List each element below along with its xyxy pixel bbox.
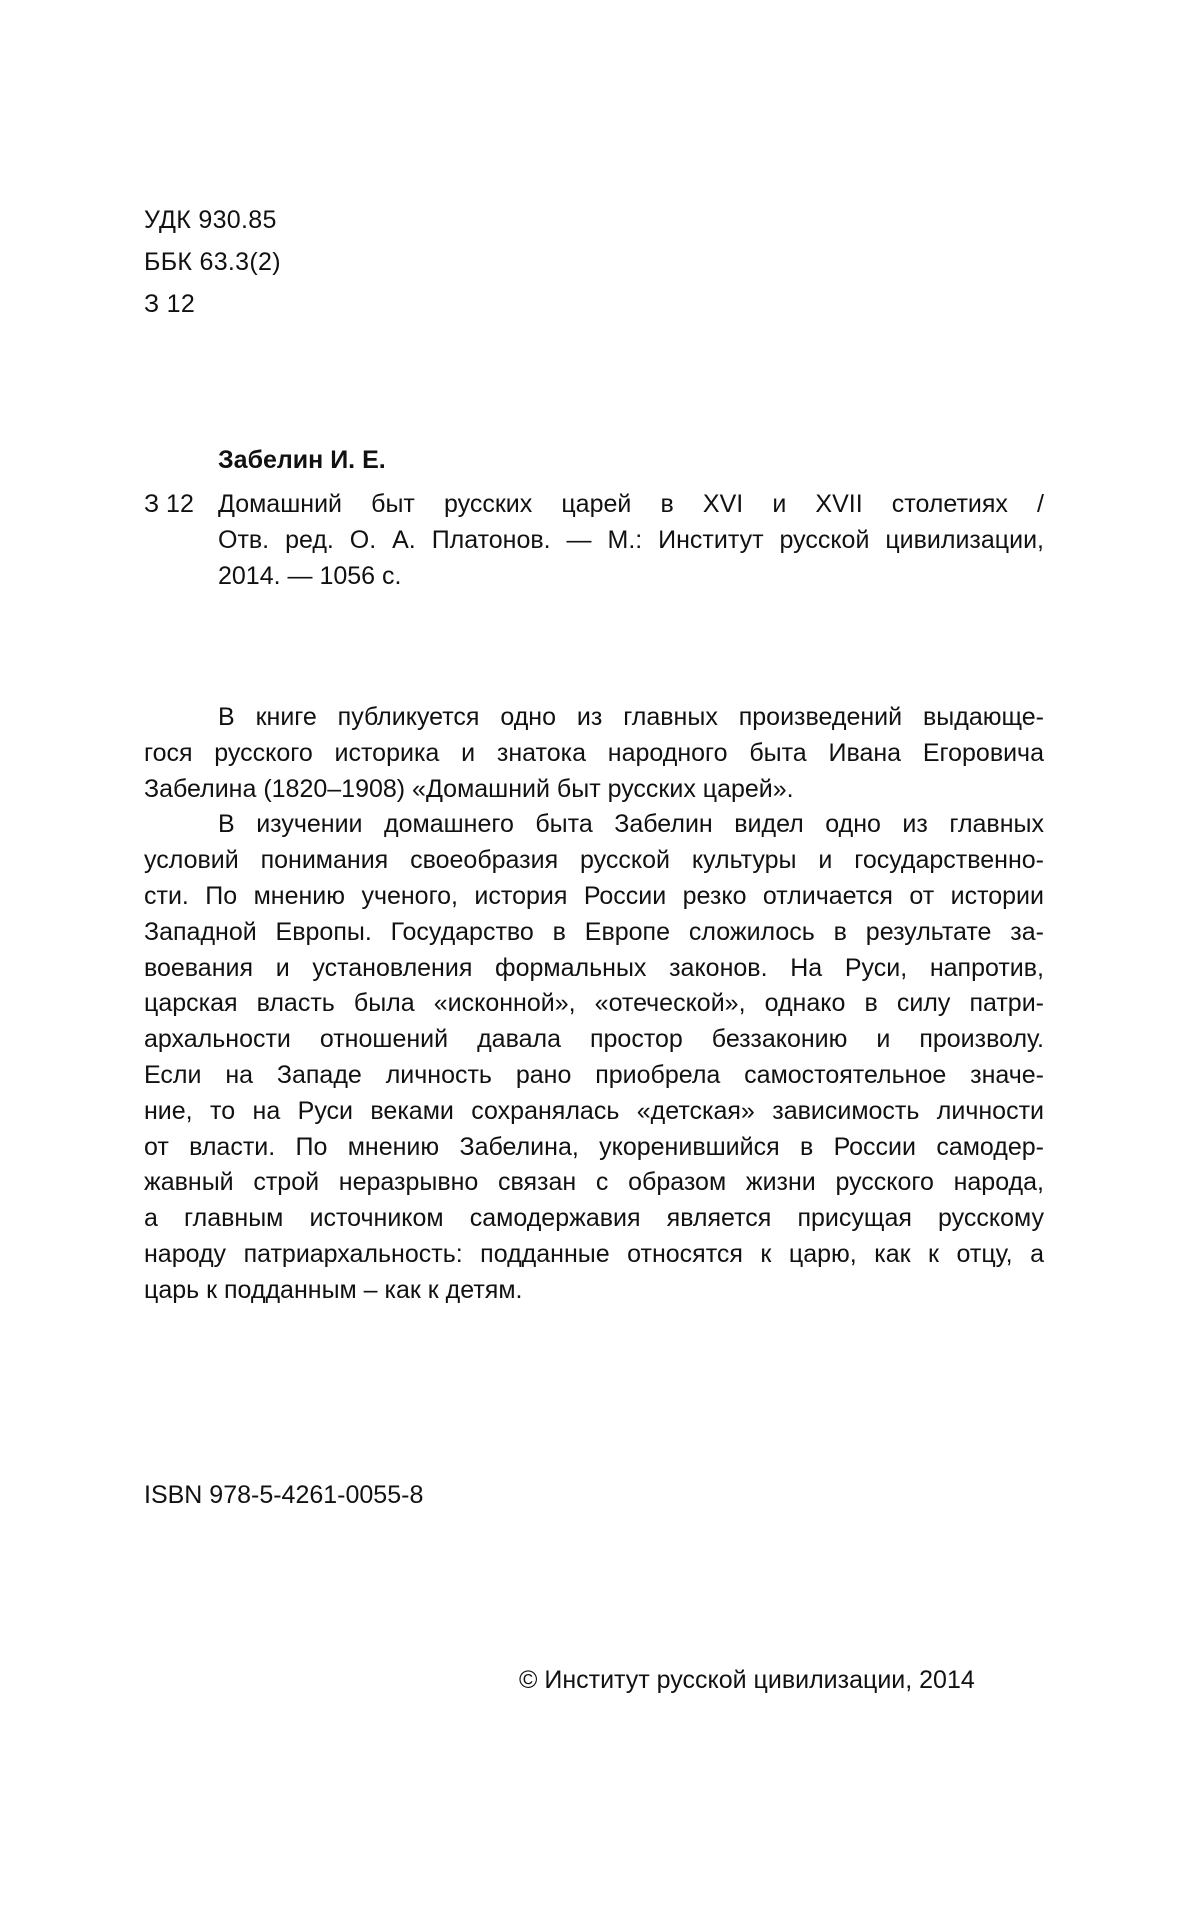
annotation-line: гося русского историка и знатока народного быта Ивана Егоровича: [144, 738, 1044, 767]
isbn-number: ISBN 978-5-4261-0055-8: [144, 1481, 424, 1509]
annotation-line: воевания и установления формальных законов. На Руси, напротив,: [144, 953, 1044, 982]
bibliographic-author-sign: З 12: [144, 490, 194, 518]
annotation-line: В книге публикуется одно из главных произведений выдающе-: [218, 703, 1044, 731]
bib-line: Отв. ред. О. А. Платонов. — М.: Институт русской цивилизации,: [218, 526, 1044, 554]
annotation-line: условий понимания своеобразия русской культуры и государственно-: [144, 846, 1044, 875]
annotation-line: В изучении домашнего быта Забелин видел одно из главных: [218, 810, 1044, 839]
annotation-line: архальности отношений давала простор беззаконию и произволу.: [144, 1025, 1044, 1054]
annotation-line: от власти. По мнению Забелина, укоренившийся в России самодер-: [144, 1132, 1044, 1161]
annotation-line: сти. По мнению ученого, история России резко отличается от истории: [144, 881, 1044, 910]
bib-line: 2014. — 1056 с.: [218, 562, 402, 590]
annotation-line: жавный строй неразрывно связан с образом жизни русского народа,: [144, 1168, 1044, 1197]
copyright-notice: © Институт русской цивилизации, 2014: [519, 1666, 975, 1694]
udk-index: УДК 930.85: [144, 206, 277, 234]
bibliographic-description: [218, 486, 1044, 594]
annotation-text: [144, 700, 1044, 1309]
annotation-line: а главным источником самодержавия является присущая русскому: [144, 1204, 1044, 1233]
bbk-index: ББК 63.3(2): [144, 248, 281, 276]
annotation-line: Забелина (1820–1908) «Домашний быт русских царей».: [144, 774, 794, 803]
annotation-line: Западной Европы. Государство в Европе сложилось в результате за-: [144, 917, 1044, 946]
annotation-line: царская власть была «исконной», «отеческой», однако в силу патри-: [144, 989, 1044, 1018]
annotation-line: Если на Западе личность рано приобрела самостоятельное значе-: [144, 1060, 1044, 1089]
bibliographic-author: Забелин И. Е.: [218, 446, 386, 474]
annotation-line: ние, то на Руси веками сохранялась «детская» зависимость личности: [144, 1096, 1044, 1125]
author-sign: З 12: [144, 290, 196, 318]
bib-line: Домашний быт русских царей в XVI и XVII столетиях /: [218, 490, 1044, 518]
annotation-line: царь к подданным – как к детям.: [144, 1275, 523, 1304]
annotation-line: народу патриархальность: подданные относятся к царю, как к отцу, а: [144, 1239, 1044, 1268]
